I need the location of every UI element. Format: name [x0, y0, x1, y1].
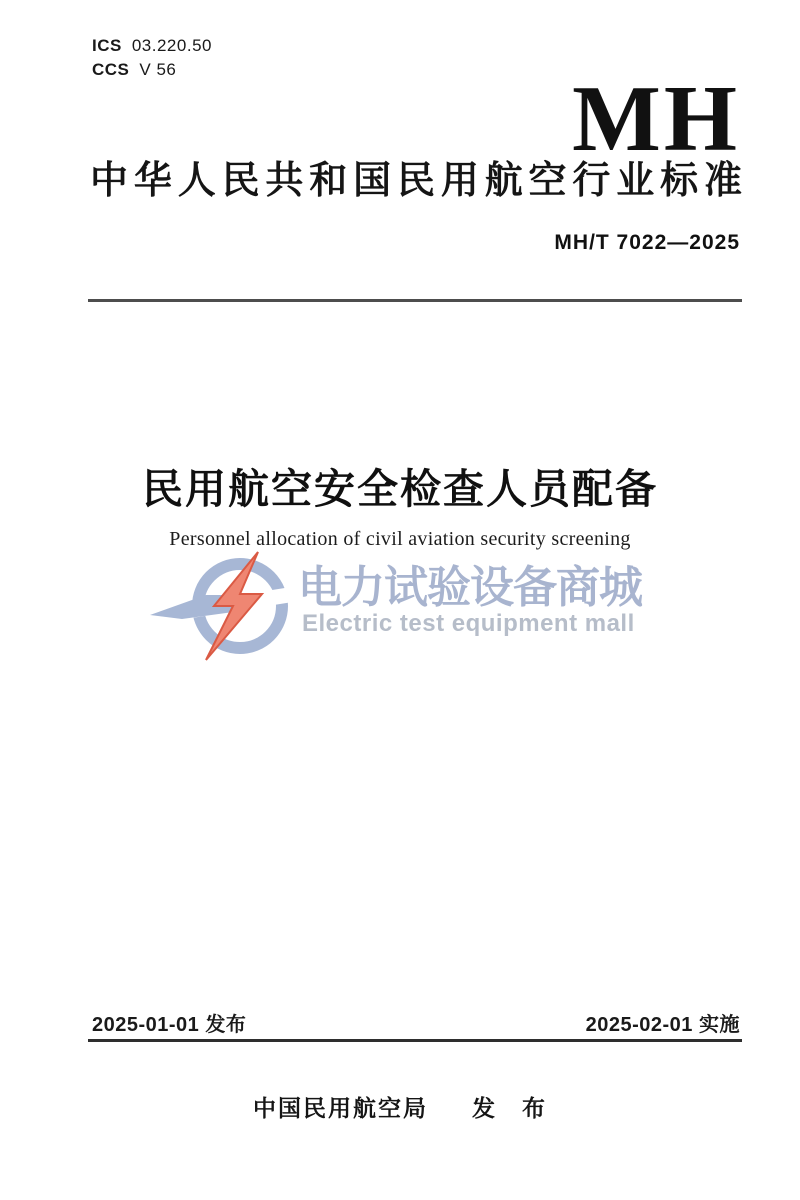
- bottom-divider-line: [88, 1039, 742, 1042]
- implementation-date-value: 2025-02-01: [585, 1014, 693, 1036]
- document-title-zh: 民用航空安全检查人员配备: [142, 466, 658, 512]
- issue-date-value: 2025-01-01: [92, 1014, 200, 1036]
- standard-number: MH/T 7022—2025: [554, 231, 740, 254]
- publisher-name: 中国民用航空局: [253, 1095, 428, 1121]
- ccs-value: V 56: [139, 60, 177, 79]
- ics-value: 03.220.50: [131, 36, 212, 55]
- publish-label: 发 布: [472, 1095, 547, 1121]
- watermark-text-zh: 电力试验设备商城: [298, 563, 642, 612]
- issue-date-label: 发布: [205, 1014, 247, 1036]
- mh-logo-text: MH: [572, 67, 740, 171]
- standard-category-title: 中华人民共和国民用航空行业标准: [90, 160, 742, 202]
- publisher-row: [0, 1090, 800, 1123]
- document-title-en: Personnel allocation of civil aviation security screening: [169, 528, 631, 550]
- ccs-code: [92, 60, 176, 80]
- issue-date: [92, 1008, 246, 1037]
- ics-code: [92, 36, 212, 56]
- top-divider-line: [88, 299, 742, 302]
- ccs-label: CCS: [92, 60, 130, 79]
- implementation-date: [586, 1008, 740, 1037]
- watermark-logo-icon: [148, 548, 310, 664]
- implementation-date-label: 实施: [699, 1014, 740, 1036]
- watermark-text-en: Electric test equipment mall: [302, 610, 635, 637]
- ics-label: ICS: [92, 36, 122, 55]
